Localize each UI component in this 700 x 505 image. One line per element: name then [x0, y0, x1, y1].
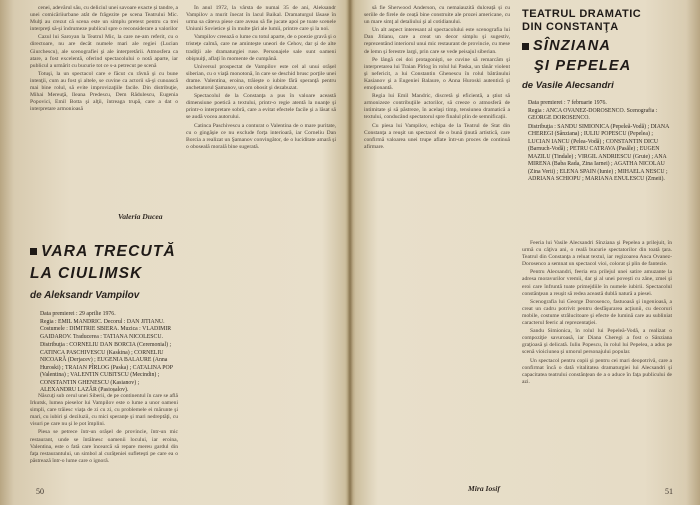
- paragraph: Feeria lui Vasile Alecsandri Sînziana şi Pepelea a prilejuit, în urmă cu câţiva ani, o reală bucurie spectatorilor din toată ţara. Teatrul din Constanţa a reluat textul, iar regizoarea Anca Ovanez-Dorosenco a semnat un spectacol vioi, colorat şi plin de fantezie.: [522, 240, 672, 268]
- article-title-line1: VARA TRECUTĂ: [30, 243, 176, 261]
- paragraph: Piesa se petrece într-un orășel de provincie, într-un mic restaurant, unde se întâlnesc oamenii locului, iar eroina, Valentina, este o fată care încearcă să repare mereu gardul din faţa restaurantului, un simbol al curăţeniei sufleteşti pe care ea o păstrează într-o lume care o ignoră.: [30, 429, 178, 464]
- paragraph: Născuţi sub cerul unei Siberii, de pe continentul în care se află Irkutsk, lumea pieselor lui Vampilov este o lume a unor oameni simpli, care trăiesc viaţa de zi cu zi, cu problemele ei mărunte şi mari, cu iubiri şi deziluzii, cu mici speranţe şi mari nedreptăţi, cu visuri pe care nu şi le pot împlini.: [30, 393, 178, 428]
- paragraph: Scenografia lui George Dorosenco, fastuoasă şi ingenioasă, a creat un cadru potrivit pentru desfăşurarea acţiunii, cu decoruri mobile, costume strălucitoare şi efecte de lumină care au subliniat caracterul feeric al reprezentaţiei.: [522, 298, 672, 327]
- paragraph: Un alt aspect interesant al spectacolului este scenografia lui Dan Jitianu, care a creat un decor simplu şi sugestiv, reprezentând interiorul unui mic restaurant de provincie, cu mese de lemn şi ferestre largi, prin care se vede peisajul siberian.: [364, 27, 510, 55]
- paragraph: Pe lângă cei doi protagonişti, se cuvine să remarcăm şi interpretarea lui Traian Pîrlog în rolul lui Paska, un tânăr violent şi nefericit, a lui Constantin Ghenescu în rolul bătrânului Kasianov şi a Eugeniei Balaure, o Anna Huroski autentică şi emoţionantă.: [364, 56, 510, 92]
- credit-cast: Distribuţia : SANDU SIMIONICA (Pepeleă-Vodă) ; DIANA CHEREGI (Sânziana) ; IULIU POPESCU (Pepelea) ; LUCIAN IANCU (Pelea-Vodă) ; CONSTANTIN DICU (Barnuch-Vodă) ; PETRU CATRAVA (Pasăle) ; EUGEN MAZILU (Tindale) ; VIRGIL ANDRIESCU (Gruie) ; ANA MIRENA (Baba Rada, Zina Iarnei) ; AGATHA NICOLAU (Zina Verii) ; ELENA SPAIN (Iunie) ; MIHAELA NESCU ; ADRIANA SCHIOPU ; MARIANA ENULESCU (Zmeii).: [528, 123, 669, 182]
- right-page: [350, 0, 700, 505]
- paragraph: Regia lui Emil Mandric, discretă şi eficientă, a ştiut să armonizeze contribuţiile actorilor, să creeze o atmosferă de intimitate şi să păstreze, în acelaşi timp, tensiunea dramatică a textului, conducând spectatorul spre finalul plin de semnificaţii.: [364, 93, 510, 121]
- article-credits: [40, 311, 176, 395]
- article-title-line1: SÎNZIANA: [522, 38, 611, 55]
- article-byline: de Vasile Alecsandri: [522, 80, 614, 91]
- paragraph: Sandu Simionica, în rolul lui Pepeleă-Vodă, a realizat o compoziţie savuroasă, iar Diana Cheregi a fost o Sânziana graţioasă şi delicată. Iuliu Popescu, în rolul lui Pepelea, a adus pe scenă vioiciunea şi umorul personajului popular.: [522, 328, 672, 356]
- paragraph: Cu piesa lui Vampilov, echipa de la Teatrul de Stat din Constanţa a reuşit un spectacol de o bună ţinută artistică, care confirmă valoarea unei trupe aflate într-un proces de continuă afirmare.: [364, 122, 510, 150]
- credit-date: Data premierei : 29 aprilie 1976.: [40, 311, 116, 317]
- right-right-column: [522, 240, 672, 492]
- article-title-line2: LA CIULIMSK: [30, 265, 143, 282]
- credit-date: Data premierei : 7 februarie 1976.: [528, 100, 607, 106]
- paragraph: Cazul lui Saroyan la Teatrul Mic, la care ne-am referit, cu o directoare, nu are decât numele mari ale regiei (Lucian Giurchescu), ale scenografiei şi ale interpretării. Atmosfera ca atare, a fost excelentă, oferind spectacolului o notă aparte, iar publicul a urmărit cu bucurie tot ce s-a petrecut pe scenă: [30, 34, 178, 69]
- page-number-right: 51: [665, 487, 673, 496]
- paragraph: Un spectacol pentru copii şi pentru cei mari deopotrivă, care a confirmat încă o dată vitalitatea dramaturgiei lui Alecsandri şi capacitatea teatrului constănţean de a o aduce în faţa publicului de azi.: [522, 357, 672, 385]
- paragraph: Universul prospectat de Vampilov este cel al unui orășel siberian, cu o viaţă monotonă, în care se deschid brusc porţile unei drame. Valentina, eroina, trăieşte o iubire fără speranţă pentru anchetatorul Şamanov, un om obosit şi dezabuzat.: [186, 63, 336, 92]
- paragraph: Catinca Paschivescu a conturat o Valentina de o mare puritate, cu o gingăşie ce nu exclude forţa interioară, iar Corneliu Dan Borcia a realizat un Şamanov convingător, de o luciditate amară şi o oboseală morală bine sugerată.: [186, 122, 336, 150]
- paragraph: să fie Sherwood Anderson, cu nemaiauzită dulceață și cu seriile de firele de ceață bine construite ale prozei americane, cu un mare simţ al detaliului şi al cotidianului.: [364, 5, 510, 26]
- theatre-heading: TEATRUL DRAMATIC DIN CONSTANŢA: [522, 8, 642, 33]
- right-signature: Mira Iosif: [468, 484, 500, 493]
- bullet-icon: [30, 248, 37, 255]
- paragraph: În anul 1972, la vârsta de numai 35 de ani, Aleksandr Vampilov a murit înecat în lacul Baikal. Dramaturgul lăsase în urma sa câteva piese care aveau să fie jucate apoi pe toate scenele Uniunii Sovietice şi în multe ţări ale lumii, printre care şi la noi.: [186, 5, 336, 33]
- article-credits: [528, 100, 670, 184]
- credit-cast: Distribuţia : CORNELIU DAN BORCIA (Ceremonial) ; CATINCA PASCHIVESCU (Kaskina) ; CORNELIU NICOARĂ (Derjacev) ; EUGENIA BALAURE (Anna Huroski) ; TRAIAN PÎRLOG (Paska) ; CATALINA POP (Valentina) ; VALENTIN CUBITSCU (Mecindin) ; CONSTANTIN GHENESCU (Kasianov) ; ALEXANDRU LAZĂR (Pasioșalov).: [40, 342, 173, 393]
- left-mid-column: [186, 5, 336, 493]
- bullet-icon: [522, 43, 529, 50]
- page-number-left: 50: [36, 487, 44, 496]
- paragraph: Spectacolul de la Constanţa a pus în valoare această dimensiune poetică a textului, printr-o regie atentă la nuanţe şi printr-o interpretare sobră, care a evitat efectele facile şi a lăsat să se audă vocea autorului.: [186, 93, 336, 121]
- article-title-line2: ŞI PEPELEA: [534, 58, 632, 74]
- intro-signature: Valeria Ducea: [118, 212, 163, 221]
- right-left-column: [364, 5, 510, 475]
- left-intro-column: [30, 5, 178, 189]
- credit-crew: Regia : ANCA OVANEZ-DOROSENCO. Scenografia : GEORGE DOROSENCO.: [528, 107, 658, 121]
- paragraph: cenei, adevărul său, cu deliciul unei savoare exacte și tandre, a unei comicăriiurbane atât de frăgezite pe scena Teatrului Mic. Mulţi au crezut că scena este un simplu pretext pentru ca trei interpreţi să-şi îndrumeze publicul spre o reconsiderare a valorilor: [30, 5, 178, 33]
- left-body-column: [30, 393, 178, 492]
- paragraph: Totuşi, la un spectacol care e făcut cu râvnă şi cu bune intenţii, cum au fost şi altele, se cuvine ca actorii să-şi cunoască mai bine rolul, să evite improvizaţiile facile. Din distribuţie, Mihai Mereuţă, Ileana Predescu, Dem Rădulescu, Eugenia Popovici, Emil Botta şi alţii, întreaga trupă, care a dat o interpretare armonioasă: [30, 70, 178, 113]
- article-byline: de Aleksandr Vampilov: [30, 290, 140, 301]
- credit-crew: Regia : EMIL MANDRIC. Decorul : DAN JITIANU. Costumele : DIMITRIE SBIERA. Muzica : VLADIMIR GAIDAROV. Traducerea : TATIANA NICOLESCU.: [40, 318, 172, 340]
- paragraph: Pentru Alecsandri, feeria era prilejul unei satire amuzante la adresa moravurilor vremii, dar şi al unei poveşti cu zâne, zmei şi eroi care înfruntă toate primejdiile în numele iubirii. Spectacolul constănţean a reuşit să redea această dublă natură a piesei.: [522, 269, 672, 297]
- paragraph: Vampilov creează o lume cu totul aparte, de o poezie gravă şi o tristeţe calmă, care ne aminteşte uneori de Cehov, dar şi de alte tradiţii ale dramaturgiei ruse. Personajele sale sunt oameni obişnuiţi, aflaţi în momente de cumpănă.: [186, 34, 336, 62]
